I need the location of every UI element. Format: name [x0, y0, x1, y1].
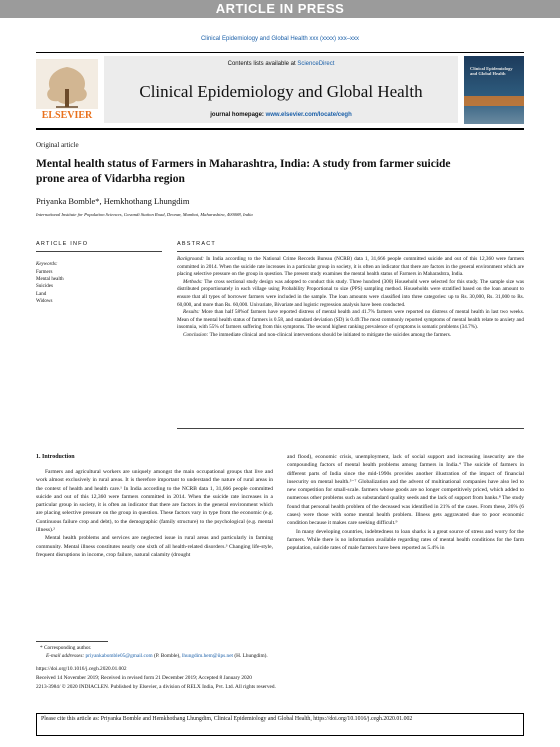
- header-top-rule: [36, 52, 524, 53]
- body-left-column: [36, 468, 273, 559]
- sciencedirect-link[interactable]: ScienceDirect: [297, 61, 335, 67]
- body-right-column: [287, 453, 524, 553]
- keyword-item: Mental health: [36, 277, 64, 283]
- article-info-label: ARTICLE INFO: [36, 241, 89, 247]
- paragraph: Farmers and agricultural workers are uniquely amongst the main occupational groups that live and work almost exclusively in rural areas. It is therefore important to understand the nature of rural areas in the context of health and health care.¹ In India according to the NCRB data 1, 31,666 people committed suicide and out of this 12,360 were farmers committed in 2014. When the suicide rate increases in a particular group in society, it is often an indicator that there are factors in the general environment which are placing selective pressure on the group in question. These factors vary in type from the economic (e.g. Continuous failure crop and debt), to the demographic (family structure) to the psychological (e.g. mental illness).²: [36, 469, 273, 534]
- article-info-rule: [36, 251, 162, 252]
- abstract-top-rule: [177, 251, 524, 252]
- journal-title: Clinical Epidemiology and Global Health: [139, 82, 423, 101]
- keyword-item: Farmers: [36, 270, 53, 275]
- abstract-results-head: Results:: [183, 309, 200, 316]
- cover-title: Clinical Epidemiology and Global Health: [470, 66, 513, 77]
- email-label: E-mail addresses:: [46, 653, 85, 659]
- email-link[interactable]: priyankabomble05@gmail.com: [85, 653, 153, 659]
- keywords-heading: Keywords:: [36, 262, 58, 267]
- homepage-prefix: journal homepage:: [210, 112, 266, 118]
- homepage-link[interactable]: www.elsevier.com/locate/cegh: [265, 112, 352, 118]
- cite-this-article-box: Please cite this article as: Priyanka Bomble and Hemkhothang Lhungdim, Clinical Epidemiology and Global Health, https://doi.org/10.1016/j.cegh.2020.01.002: [36, 713, 524, 736]
- journal-homepage-line: [104, 112, 458, 118]
- abstract-results: Results: More than half 58%of farmers have reported distress of mental health and 41.7% farmers were reported no distress of mental health in last two weeks. Mean of the mental health status of farmers is 0.58, and standard deviation (SD) is 0.49.The most commonly reported symptoms of mental health relate to anxiety and insomnia, with 55% of farmers suffering from this symptoms. The second highest ranking prevalence of symptoms is somatic problems (34.7%).: [177, 309, 525, 331]
- abstract-bottom-rule: [177, 428, 524, 429]
- article-in-press-banner: ARTICLE IN PRESS: [0, 0, 560, 18]
- journal-cover-image: [464, 56, 524, 124]
- journal-citation-link[interactable]: Clinical Epidemiology and Global Health xxx (xxxx) xxx–xxx: [200, 36, 360, 42]
- copyright-line: 2213-3984/ © 2020 INDIACLEN. Published by Elsevier, a division of RELX India, Pvt. Ltd. All rights reserved.: [36, 684, 276, 690]
- abstract-methods: Methods: The cross sectional study design was adopted to conduct this study. Three hundred (300) Household were selected for this study. The sample size was distributed proportionately in each village using Probability Proportional to size (PPS) sampling method. Households were stratified based on the loan amount to ensure that all types of borrower farmers were included in the sample. The loan amounts were classified into three categories: up to Rs. 30,000, Rs. 31,000 to Rs. 60,000, and more than Rs. 60,000. Univariate, Bivariate and logistic regression analysis have been conducted.: [177, 278, 524, 308]
- email-note: (P. Bomble),: [153, 653, 181, 659]
- email-line: [46, 653, 268, 659]
- corresponding-author-note: * Corresponding author.: [40, 645, 92, 651]
- abstract-background-head: Background:: [177, 256, 204, 262]
- email-note: (H. Lhungdim).: [234, 653, 268, 659]
- doi-link[interactable]: https://doi.org/10.1016/j.cegh.2020.01.002: [36, 666, 127, 672]
- abstract-label: ABSTRACT: [177, 241, 216, 247]
- contents-line: [104, 61, 458, 67]
- paragraph: and flood), economic crisis, unemployment, lack of social support and increasing insecurity are the compounding factors of mental health problems among farmers in India.⁴ The suicide of farmers in different parts of India since the mid-1990s provides another illustration of the impact of financial insecurity on mental health.⁵⁻⁷ Globalization and the advent of multinational companies have also led to new competition for small-scale. farmers whose goods are no longer competitively priced, which added to numerous other problems such as substandard quality seeds and the lack of support from banks.⁸ The study found that personal health problem of the deceased was identified in 21% of the cases. From these, 26% (6 cases) were those with some mental health problem. Illness gets aggravated due to poor economic condition because it makes care seeking difficult.⁹: [287, 454, 524, 527]
- footnote-rule: [36, 641, 108, 642]
- author-affiliation: International Institute for Population Sciences, Govandi Station Road, Deonar, Mumbai, Maharashtra, 400088, India: [36, 212, 253, 217]
- email-link[interactable]: lhungdim.hem@iips.net: [181, 653, 234, 659]
- abstract-background: Background: In India according to the National Crime Records Bureau (NCRB) data 1, 31,666 people committed suicide and out of this 12,360 were farmers committed in 2014. When the suicide rate increases in a particular group in society, it is often an indicator that there are factors in the general environment which are placing selective pressure on the group in question. The present study examines the mental health status of Farmers in Maharashtra, India.: [177, 256, 524, 278]
- abstract-body: [177, 256, 524, 340]
- cover-decor: [464, 96, 524, 106]
- keyword-item: Widows: [36, 298, 53, 304]
- article-title: Mental health status of Farmers in Maharashtra, India: A study from farmer suicide prone area of Vidarbha region: [36, 158, 451, 185]
- paragraph: Mental health problems and services are neglected issue in rural areas and particularly in farming community. Mental illness constitutes nearly one sixth of all health-related disorders.³ Changing life-style, frequent disruptions in income, crop failure, natural calamity (drought: [36, 535, 273, 558]
- journal-header: [104, 56, 458, 123]
- abstract-conclusion-head: Conclusion:: [183, 331, 209, 338]
- contents-prefix: Contents lists available at: [227, 61, 298, 67]
- abstract-methods-head: Methods:: [183, 278, 203, 285]
- header-bottom-rule: [36, 128, 524, 130]
- received-dates: Received 14 November 2019; Received in revised form 21 December 2019; Accepted 8 January 2020: [36, 675, 252, 681]
- keyword-item: Land: [36, 291, 47, 297]
- publisher-name: ELSEVIER: [41, 110, 93, 121]
- keyword-item: Suicides: [36, 284, 53, 290]
- section-heading: 1. Introduction: [36, 454, 75, 460]
- paragraph: In many developing countries, indebtedness to loan sharks is a great source of stress and worry for the farmers. While there is no information available regarding rates of mental health conditions for the farm population, suicide rates of male farmers have been reported as 5.4% in: [287, 528, 524, 552]
- author-list: Priyanka Bomble*, Hemkhothang Lhungdim: [36, 196, 190, 206]
- article-type: Original article: [36, 141, 79, 149]
- keywords-list: [36, 269, 64, 305]
- abstract-conclusion: Conclusion: The immediate clinical and non-clinical interventions should be initiated to mitigate the suicides among the farmers.: [183, 331, 452, 338]
